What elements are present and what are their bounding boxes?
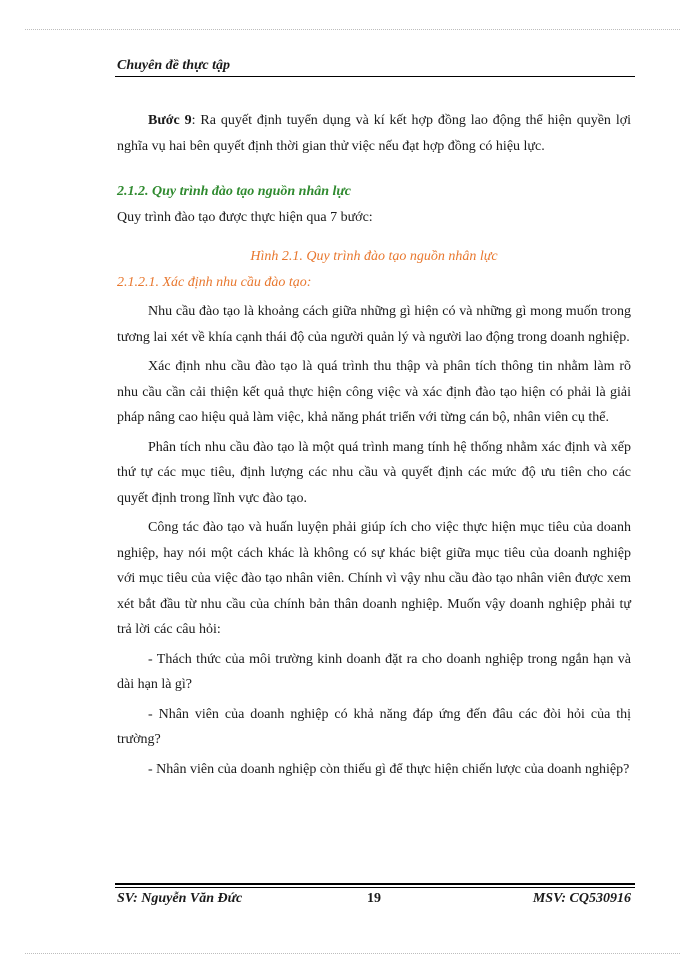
body-paragraph: Phân tích nhu cầu đào tạo là một quá trình mang tính hệ thống nhằm xác định và xếp thứ tự các mục tiêu, định lượng các nhu cầu và quyết định các mức độ ưu tiên cho các quyết định trong lĩnh vực đào tạo.: [117, 439, 631, 506]
page-body: [117, 108, 631, 782]
question-item: - Thách thức của môi trường kinh doanh đặt ra cho doanh nghiệp trong ngắn hạn và dài hạn là gì?: [117, 651, 631, 692]
footer-rule-top: [115, 883, 635, 885]
step-9-label: Bước 9: [148, 113, 192, 128]
body-paragraph: Công tác đào tạo và huấn luyện phải giúp ích cho việc thực hiện mục tiêu của doanh nghiệp, hay nói một cách khác là không có sự khác biệt giữa mục tiêu của doanh nghiệp với mục tiêu của việc đào tạo nhân viên. Chính vì vậy nhu cầu đào tạo nhân viên được xem xét bắt đầu từ nhu cầu của chính bản thân doanh nghiệp. Muốn vậy doanh nghiệp phải tự trả lời các câu hỏi:: [117, 520, 631, 637]
footer-student-name: SV: Nguyễn Văn Đức: [117, 891, 243, 906]
body-paragraph: Xác định nhu cầu đào tạo là quá trình thu thập và phân tích thông tin nhằm làm rõ nhu cầu cần cải thiện kết quả thực hiện công việc và xác định đào tạo hiện có phải là giải pháp nâng cao hiệu quả làm việc, khả năng phát triển với từng cán bộ, nhân viên cụ thể.: [117, 359, 631, 425]
page-boundary-top: [25, 29, 680, 30]
footer-student-id: MSV: CQ530916: [532, 891, 631, 906]
section-2-1-2-intro: Quy trình đào tạo được thực hiện qua 7 bước:: [117, 209, 373, 225]
question-item: - Nhân viên của doanh nghiệp còn thiếu gì để thực hiện chiến lược của doanh nghiệp?: [148, 761, 630, 777]
step-9-text: : Ra quyết định tuyển dụng và kí kết hợp đồng lao động thể hiện quyền lợi nghĩa vụ hai bên quyết định thời gian thử việc nếu đạt hợp đồng có hiệu lực.: [117, 113, 631, 154]
step-9-paragraph: [117, 108, 631, 159]
header-rule: [115, 76, 635, 77]
page-header-title: Chuyên đề thực tập: [117, 58, 231, 73]
page-boundary-bottom: [25, 953, 680, 954]
footer-rule-bottom: [115, 887, 635, 888]
body-paragraph: Nhu cầu đào tạo là khoảng cách giữa những gì hiện có và những gì mong muốn trong tương lai xét về khía cạnh thái độ của người quản lý và người lao động trong doanh nghiệp.: [117, 304, 631, 345]
figure-caption: Hình 2.1. Quy trình đào tạo nguồn nhân lực: [250, 249, 498, 264]
section-2-1-2-1-heading: 2.1.2.1. Xác định nhu cầu đào tạo:: [117, 274, 312, 290]
footer-page-number: 19: [367, 891, 381, 906]
section-2-1-2-heading: 2.1.2. Quy trình đào tạo nguồn nhân lực: [117, 184, 352, 199]
question-item: - Nhân viên của doanh nghiệp có khả năng đáp ứng đến đâu các đòi hỏi của thị trường?: [117, 706, 631, 747]
